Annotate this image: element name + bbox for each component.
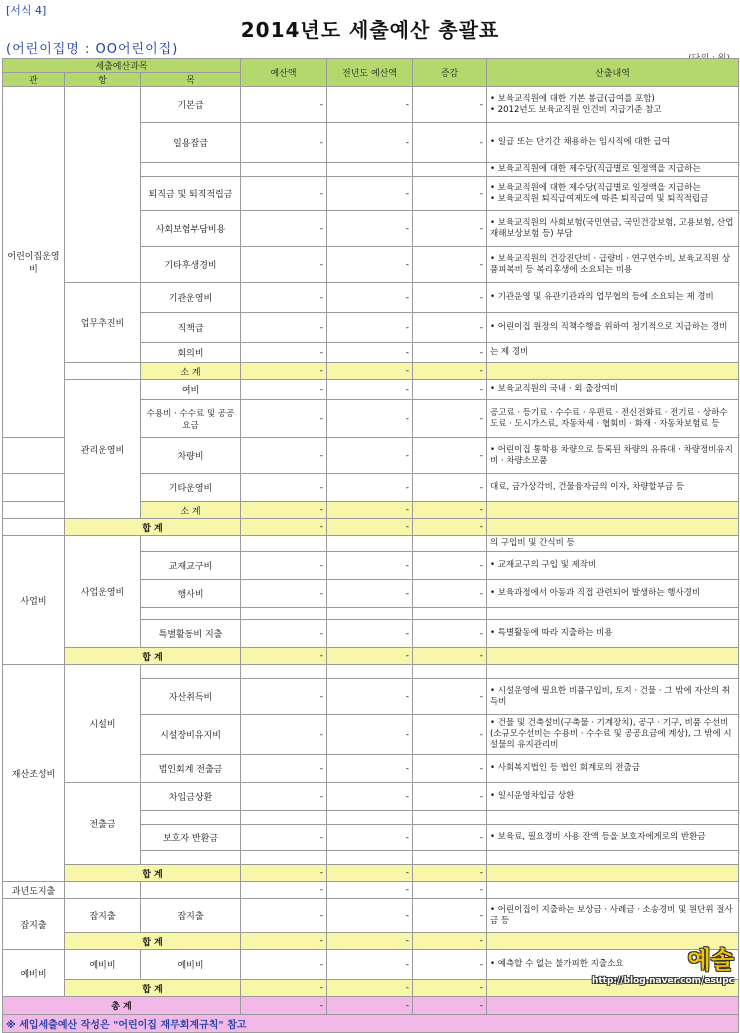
- prev-cell: -: [327, 783, 413, 811]
- calc-cell: [487, 851, 739, 865]
- total-row: [3, 519, 739, 536]
- grand-total-label: 총 계: [3, 997, 241, 1015]
- prev-cell: -: [327, 474, 413, 502]
- diff-cell: -: [413, 211, 487, 247]
- calc-cell: [487, 665, 739, 679]
- table-row: [3, 950, 739, 980]
- calc-cell: 공고료 · 등기료 · 수수료 · 우편료 · 전신전화료 · 전기료 · 상하수도료 · 도시가스료, 자동차세 · 협회비 · 화재 · 자동차보험료 등: [487, 400, 739, 438]
- budget-cell: -: [241, 997, 327, 1015]
- hang-cell: 관리운영비: [65, 380, 141, 519]
- calc-cell: • 일급 또는 단기간 채용하는 임시직에 대한 급여: [487, 123, 739, 163]
- mok-cell: [141, 811, 241, 825]
- gwan-cell: 어린이집운영비: [3, 87, 65, 438]
- calc-cell: • 사회복지법인 등 법인 회계로의 전출금: [487, 755, 739, 783]
- budget-cell: -: [241, 502, 327, 519]
- prev-cell: -: [327, 825, 413, 851]
- hang-cell: [65, 882, 141, 899]
- header-budget: 예산액: [241, 59, 327, 87]
- gwan-cell: 과년도지출: [3, 882, 65, 899]
- diff-cell: [413, 536, 487, 552]
- mok-cell: 차입금상환: [141, 783, 241, 811]
- mok-cell: 기타후생경비: [141, 247, 241, 283]
- budget-cell: -: [241, 247, 327, 283]
- budget-cell: [241, 665, 327, 679]
- diff-cell: -: [413, 313, 487, 343]
- watermark-url: http://blog.naver.com/esupc: [591, 976, 734, 986]
- prev-cell: -: [327, 211, 413, 247]
- table-row: [3, 882, 739, 899]
- diff-cell: -: [413, 980, 487, 997]
- prev-cell: -: [327, 519, 413, 536]
- budget-cell: -: [241, 679, 327, 715]
- calc-cell: • 시설운영에 필요한 비품구입비, 토지 · 건물 · 그 밖에 자산의 취득비: [487, 679, 739, 715]
- hang-cell: 업무추진비: [65, 283, 141, 363]
- header-subject: 세출예산과목: [3, 59, 241, 73]
- header-row-1: [3, 59, 739, 73]
- budget-cell: -: [241, 519, 327, 536]
- budget-cell: -: [241, 438, 327, 474]
- header-prev: 전년도 예산액: [327, 59, 413, 87]
- mok-cell: 법인회계 전출금: [141, 755, 241, 783]
- mok-cell: [141, 608, 241, 620]
- budget-cell: -: [241, 783, 327, 811]
- prev-cell: [327, 163, 413, 177]
- prev-cell: -: [327, 755, 413, 783]
- diff-cell: -: [413, 343, 487, 363]
- total-row: [3, 933, 739, 950]
- hang-cell: 잡지출: [65, 899, 141, 933]
- diff-cell: -: [413, 247, 487, 283]
- budget-cell: -: [241, 177, 327, 211]
- prev-cell: [327, 811, 413, 825]
- calc-cell: [487, 865, 739, 882]
- budget-cell: -: [241, 933, 327, 950]
- hang-cell: [65, 87, 141, 283]
- budget-cell: -: [241, 400, 327, 438]
- header-diff: 증감: [413, 59, 487, 87]
- total-row: [3, 648, 739, 665]
- mok-cell: 사회보험부담비용: [141, 211, 241, 247]
- budget-cell: -: [241, 980, 327, 997]
- calc-cell: [487, 519, 739, 536]
- gwan-cell: 잡지출: [3, 899, 65, 950]
- table-row: [3, 87, 739, 123]
- form-label: [서식 4]: [6, 4, 47, 17]
- table-row: [3, 665, 739, 679]
- diff-cell: -: [413, 899, 487, 933]
- budget-table: [2, 58, 739, 1033]
- diff-cell: -: [413, 283, 487, 313]
- gwan-cell: 예비비: [3, 950, 65, 997]
- prev-cell: -: [327, 283, 413, 313]
- header-mok: 목: [141, 73, 241, 87]
- diff-cell: [413, 608, 487, 620]
- diff-cell: -: [413, 865, 487, 882]
- total-label: 합 계: [65, 980, 241, 997]
- budget-cell: -: [241, 380, 327, 400]
- calc-cell: • 보육교직원에 대한 기본 봉급(급여를 포함) • 2012년도 보육교직원 인건비 지급기준 참고: [487, 87, 739, 123]
- header-calc: 산출내역: [487, 59, 739, 87]
- budget-cell: -: [241, 211, 327, 247]
- calc-cell: • 어린이집 원장의 직책수행을 위하여 정기적으로 지급하는 경비: [487, 313, 739, 343]
- calc-cell: • 보육교직원에 대한 제수당(직급별로 일정액을 지급하는: [487, 163, 739, 177]
- budget-cell: -: [241, 580, 327, 608]
- header-gwan: 관: [3, 73, 65, 87]
- diff-cell: -: [413, 400, 487, 438]
- diff-cell: [413, 163, 487, 177]
- hang-cell: [65, 363, 141, 380]
- total-row: [3, 865, 739, 882]
- budget-cell: -: [241, 123, 327, 163]
- watermark-logo: 예솔: [687, 945, 734, 974]
- mok-cell: 퇴직금 및 퇴직적립금: [141, 177, 241, 211]
- budget-cell: -: [241, 882, 327, 899]
- footnote-row: [3, 1015, 739, 1033]
- prev-cell: -: [327, 580, 413, 608]
- budget-cell: [241, 536, 327, 552]
- calc-cell: • 특별활동에 따라 지출하는 비용: [487, 620, 739, 648]
- total-label: 합 계: [65, 648, 241, 665]
- budget-cell: -: [241, 363, 327, 380]
- mok-cell: 수용비 · 수수료 및 공공요금: [141, 400, 241, 438]
- calc-cell: • 보육교직원의 국내 · 외 출장여비: [487, 380, 739, 400]
- calc-cell: • 건물 및 건축설비(구축물 · 기계장치), 공구 · 기구, 비품 수선비(소규모수선비는 수용비 · 수수료 및 공공요금에 계상), 그 밖에 시설물의 유지관리비: [487, 715, 739, 755]
- table-row: [3, 283, 739, 313]
- diff-cell: -: [413, 825, 487, 851]
- table-row: [3, 536, 739, 552]
- subtotal-label: 소 계: [141, 363, 241, 380]
- calc-cell: • 일시운영차입금 상환: [487, 783, 739, 811]
- prev-cell: -: [327, 933, 413, 950]
- prev-cell: -: [327, 87, 413, 123]
- diff-cell: [413, 811, 487, 825]
- prev-cell: -: [327, 363, 413, 380]
- hang-cell: 시설비: [65, 665, 141, 783]
- diff-cell: -: [413, 363, 487, 380]
- table-row: [3, 380, 739, 400]
- calc-cell: • 보육료, 필요경비 사용 잔액 등을 보호자에게로의 반환금: [487, 825, 739, 851]
- diff-cell: -: [413, 123, 487, 163]
- mok-cell: 일용잡급: [141, 123, 241, 163]
- gwan-cell: [3, 502, 65, 519]
- calc-cell: [487, 502, 739, 519]
- diff-cell: -: [413, 502, 487, 519]
- diff-cell: -: [413, 783, 487, 811]
- prev-cell: -: [327, 552, 413, 580]
- header-hang: 항: [65, 73, 141, 87]
- budget-cell: -: [241, 313, 327, 343]
- prev-cell: -: [327, 648, 413, 665]
- prev-cell: -: [327, 343, 413, 363]
- diff-cell: [413, 851, 487, 865]
- diff-cell: -: [413, 679, 487, 715]
- budget-cell: -: [241, 87, 327, 123]
- diff-cell: -: [413, 715, 487, 755]
- prev-cell: -: [327, 313, 413, 343]
- diff-cell: -: [413, 950, 487, 980]
- diff-cell: -: [413, 997, 487, 1015]
- hang-cell: 전출금: [65, 783, 141, 865]
- budget-cell: -: [241, 552, 327, 580]
- prev-cell: -: [327, 438, 413, 474]
- mok-cell: 시설장비유지비: [141, 715, 241, 755]
- calc-cell: [487, 882, 739, 899]
- mok-cell: 자산취득비: [141, 679, 241, 715]
- prev-cell: -: [327, 865, 413, 882]
- prev-cell: -: [327, 997, 413, 1015]
- calc-cell: 의 구입비 및 간식비 등: [487, 536, 739, 552]
- budget-table-container: [2, 58, 738, 1033]
- prev-cell: [327, 851, 413, 865]
- mok-cell: 교재교구비: [141, 552, 241, 580]
- diff-cell: -: [413, 755, 487, 783]
- table-row: [3, 899, 739, 933]
- budget-cell: [241, 163, 327, 177]
- subtotal-row: [3, 363, 739, 380]
- calc-cell: 대료, 금가상각비, 건물융자금의 이자, 차량할부금 등: [487, 474, 739, 502]
- mok-cell: 잡지출: [141, 899, 241, 933]
- mok-cell: [141, 851, 241, 865]
- diff-cell: -: [413, 882, 487, 899]
- diff-cell: [413, 665, 487, 679]
- table-row: [3, 783, 739, 811]
- budget-cell: [241, 811, 327, 825]
- prev-cell: -: [327, 679, 413, 715]
- mok-cell: [141, 665, 241, 679]
- budget-cell: -: [241, 755, 327, 783]
- prev-cell: -: [327, 123, 413, 163]
- budget-cell: -: [241, 283, 327, 313]
- diff-cell: -: [413, 87, 487, 123]
- prev-cell: -: [327, 247, 413, 283]
- total-label: 합 계: [65, 519, 241, 536]
- mok-cell: 기타운영비: [141, 474, 241, 502]
- budget-cell: -: [241, 865, 327, 882]
- gwan-cell: 사업비: [3, 536, 65, 665]
- prev-cell: [327, 665, 413, 679]
- calc-cell: • 보육교직원의 건강진단비 · 급량비 · 연구연수비, 보육교직원 상품피복비 등 복리후생에 소요되는 비용: [487, 247, 739, 283]
- mok-cell: 직책급: [141, 313, 241, 343]
- calc-cell: 는 제 경비: [487, 343, 739, 363]
- diff-cell: -: [413, 552, 487, 580]
- calc-cell: [487, 997, 739, 1015]
- calc-cell: [487, 608, 739, 620]
- diff-cell: -: [413, 177, 487, 211]
- mok-cell: 회의비: [141, 343, 241, 363]
- diff-cell: -: [413, 438, 487, 474]
- mok-cell: 행사비: [141, 580, 241, 608]
- mok-cell: 여비: [141, 380, 241, 400]
- prev-cell: [327, 536, 413, 552]
- prev-cell: -: [327, 980, 413, 997]
- diff-cell: -: [413, 380, 487, 400]
- mok-cell: 차량비: [141, 438, 241, 474]
- prev-cell: -: [327, 950, 413, 980]
- gwan-cell: 재산조성비: [3, 665, 65, 882]
- prev-cell: -: [327, 400, 413, 438]
- calc-cell: • 어린이집 통학용 차량으로 등록된 차량의 유류대 · 차량정비유지비 · 차량소모품: [487, 438, 739, 474]
- hang-cell: 예비비: [65, 950, 141, 980]
- mok-cell: 기관운영비: [141, 283, 241, 313]
- budget-cell: -: [241, 715, 327, 755]
- page-title: 2014년도 세출예산 총괄표: [240, 18, 500, 42]
- mok-cell: [141, 536, 241, 552]
- prev-cell: -: [327, 899, 413, 933]
- footnote: ※ 세입세출예산 작성은 "어린이집 재무회계규칙" 참고: [3, 1015, 739, 1033]
- total-label: 합 계: [65, 933, 241, 950]
- budget-cell: [241, 851, 327, 865]
- calc-cell: • 보육과정에서 아동과 직접 관련되어 발생하는 행사경비: [487, 580, 739, 608]
- budget-cell: [241, 608, 327, 620]
- mok-cell: 보호자 반환금: [141, 825, 241, 851]
- diff-cell: -: [413, 933, 487, 950]
- diff-cell: -: [413, 580, 487, 608]
- mok-cell: 예비비: [141, 950, 241, 980]
- diff-cell: -: [413, 648, 487, 665]
- prev-cell: [327, 608, 413, 620]
- budget-cell: -: [241, 620, 327, 648]
- calc-cell: [487, 648, 739, 665]
- org-name: (어린이집명 : OO어린이집): [6, 42, 179, 57]
- calc-cell: • 보육교직원의 사회보험(국민연금, 국민건강보험, 고용보험, 산업재해보상보험 등) 부담: [487, 211, 739, 247]
- mok-cell: 특별활동비 지출: [141, 620, 241, 648]
- diff-cell: -: [413, 620, 487, 648]
- gwan-cell: [3, 474, 65, 502]
- mok-cell: [141, 882, 241, 899]
- gwan-cell: [3, 438, 65, 474]
- budget-cell: -: [241, 899, 327, 933]
- mok-cell: [141, 163, 241, 177]
- grand-total-row: [3, 997, 739, 1015]
- prev-cell: -: [327, 715, 413, 755]
- calc-cell: • 예측할 수 없는 불가피한 지출소요: [487, 950, 739, 980]
- calc-cell: [487, 363, 739, 380]
- budget-cell: -: [241, 474, 327, 502]
- prev-cell: -: [327, 177, 413, 211]
- budget-cell: -: [241, 825, 327, 851]
- mok-cell: 기본급: [141, 87, 241, 123]
- diff-cell: -: [413, 474, 487, 502]
- calc-cell: [487, 811, 739, 825]
- prev-cell: -: [327, 620, 413, 648]
- budget-cell: -: [241, 648, 327, 665]
- budget-cell: -: [241, 950, 327, 980]
- calc-cell: • 보육교직원에 대한 제수당(직급별로 일정액을 지급하는 • 보육교직원 퇴직급여제도에 따른 퇴직급여 및 퇴직적립금: [487, 177, 739, 211]
- calc-cell: • 교재교구의 구입 및 제작비: [487, 552, 739, 580]
- budget-cell: -: [241, 343, 327, 363]
- prev-cell: -: [327, 380, 413, 400]
- calc-cell: • 어린이집이 지출하는 보상금 · 사례금 · 소송경비 및 원단위 절사금 등: [487, 899, 739, 933]
- calc-cell: • 기관운영 및 유관기관과의 업무협의 등에 소요되는 제 경비: [487, 283, 739, 313]
- hang-cell: 사업운영비: [65, 536, 141, 648]
- total-label: 합 계: [65, 865, 241, 882]
- prev-cell: -: [327, 502, 413, 519]
- subtotal-label: 소 계: [141, 502, 241, 519]
- prev-cell: -: [327, 882, 413, 899]
- gwan-cell: [3, 519, 65, 536]
- diff-cell: -: [413, 519, 487, 536]
